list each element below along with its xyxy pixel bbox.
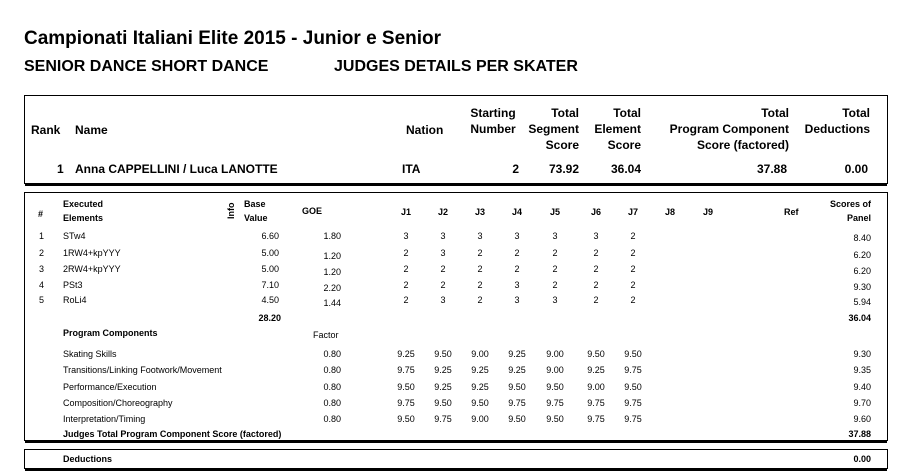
component-judge-score: 9.75 [587, 414, 605, 424]
judge-header-5: J5 [549, 207, 560, 217]
skater-total-segment-score: 73.92 [548, 162, 579, 176]
element-judge-score: 2 [630, 295, 636, 305]
element-judge-score: 3 [514, 280, 520, 290]
element-judge-score: 3 [552, 231, 558, 241]
factor-header: Factor [313, 330, 339, 340]
component-name: Performance/Execution [63, 382, 157, 392]
component-judge-score: 9.50 [624, 382, 642, 392]
element-judge-score: 3 [477, 231, 483, 241]
element-base-value: 7.10 [261, 280, 279, 290]
element-base-value: 4.50 [261, 295, 279, 305]
component-judge-score: 9.50 [508, 382, 526, 392]
element-name: PSt3 [63, 280, 83, 290]
element-judge-score: 2 [403, 264, 409, 274]
component-judge-score: 9.75 [546, 398, 564, 408]
deductions-value: 0.00 [853, 454, 871, 464]
element-judge-score: 3 [440, 248, 446, 258]
element-number: 1 [39, 231, 45, 241]
component-name: Transitions/Linking Footwork/Movement [63, 365, 222, 375]
element-number-header: # [38, 209, 44, 219]
component-panel-score: 9.70 [853, 398, 871, 408]
goe-header: GOE [302, 206, 323, 216]
component-factor: 0.80 [323, 349, 341, 359]
element-number: 5 [39, 295, 45, 305]
element-goe: 1.80 [323, 231, 341, 241]
component-judge-score: 9.25 [508, 365, 526, 375]
component-judge-score: 9.75 [624, 365, 642, 375]
component-judge-score: 9.50 [587, 349, 605, 359]
component-judge-score: 9.50 [546, 414, 564, 424]
component-judge-score: 9.00 [471, 349, 489, 359]
skater-total-deductions: 0.00 [844, 162, 868, 176]
element-goe: 1.20 [323, 267, 341, 277]
judge-header-3: J3 [474, 207, 485, 217]
skater-starting-number: 2 [512, 162, 519, 176]
element-judge-score: 2 [440, 280, 446, 290]
component-panel-score: 9.40 [853, 382, 871, 392]
total-element-score-header: Total Element Score [594, 106, 641, 152]
deductions-box [24, 449, 888, 469]
element-judge-score: 2 [552, 248, 558, 258]
total-segment-score-header: Total Segment Score [528, 106, 579, 152]
element-judge-score: 2 [403, 295, 409, 305]
component-judge-score: 9.50 [546, 382, 564, 392]
element-panel-score: 6.20 [853, 266, 871, 276]
element-base-value: 6.60 [261, 231, 279, 241]
elements-total-panel-score: 36.04 [848, 313, 871, 323]
component-panel-score: 9.30 [853, 349, 871, 359]
component-judge-score: 9.00 [587, 382, 605, 392]
component-judge-score: 9.00 [546, 365, 564, 375]
element-judge-score: 2 [403, 280, 409, 290]
element-judge-score: 3 [552, 295, 558, 305]
element-judge-score: 2 [593, 264, 599, 274]
component-factor: 0.80 [323, 382, 341, 392]
component-judge-score: 9.75 [434, 414, 452, 424]
deductions-label: Deductions [63, 454, 113, 464]
component-judge-score: 9.75 [508, 398, 526, 408]
component-panel-score: 9.35 [853, 365, 871, 375]
scores-of-panel-header: Scores of Panel [829, 199, 871, 223]
element-name: RoLi4 [63, 295, 87, 305]
element-panel-score: 5.94 [853, 297, 871, 307]
judge-header-9: J9 [702, 207, 713, 217]
element-name: 1RW4+kpYYY [63, 248, 121, 258]
element-judge-score: 2 [403, 248, 409, 258]
element-panel-score: 9.30 [853, 282, 871, 292]
element-goe: 2.20 [323, 283, 341, 293]
component-judge-score: 9.75 [397, 398, 415, 408]
element-judge-score: 3 [514, 295, 520, 305]
component-judge-score: 9.25 [434, 365, 452, 375]
component-judge-score: 9.50 [434, 349, 452, 359]
component-panel-score: 9.60 [853, 414, 871, 424]
elements-total-base-value: 28.20 [258, 313, 281, 323]
element-panel-score: 6.20 [853, 250, 871, 260]
ref-header: Ref [784, 207, 799, 217]
judge-header-4: J4 [511, 207, 522, 217]
element-number: 3 [39, 264, 45, 274]
page-title: Campionati Italiani Elite 2015 - Junior e Senior [24, 28, 442, 49]
element-judge-score: 3 [514, 231, 520, 241]
element-name: STw4 [63, 231, 86, 241]
rank-header: Rank [31, 123, 61, 137]
skater-summary-box [24, 95, 888, 184]
component-name: Interpretation/Timing [63, 414, 146, 424]
element-judge-score: 2 [630, 231, 636, 241]
info-header: Info [226, 202, 236, 219]
judge-header-2: J2 [437, 207, 448, 217]
element-judge-score: 2 [477, 264, 483, 274]
element-judge-score: 2 [593, 295, 599, 305]
component-factor: 0.80 [323, 414, 341, 424]
component-judge-score: 9.75 [587, 398, 605, 408]
component-judge-score: 9.75 [397, 365, 415, 375]
component-judge-score: 9.50 [434, 398, 452, 408]
component-factor: 0.80 [323, 365, 341, 375]
segment-title: SENIOR DANCE SHORT DANCE [24, 58, 269, 75]
component-judge-score: 9.25 [434, 382, 452, 392]
element-judge-score: 3 [440, 295, 446, 305]
component-judge-score: 9.25 [587, 365, 605, 375]
element-judge-score: 2 [440, 264, 446, 274]
element-judge-score: 2 [477, 248, 483, 258]
element-goe: 1.20 [323, 251, 341, 261]
name-header: Name [75, 123, 108, 137]
judge-header-8: J8 [664, 207, 675, 217]
component-judge-score: 9.25 [471, 382, 489, 392]
element-judge-score: 2 [477, 280, 483, 290]
skater-program-component-score: 37.88 [756, 162, 787, 176]
base-value-header: Base Value [244, 199, 268, 223]
starting-number-header: Starting Number [470, 106, 516, 136]
component-judge-score: 9.25 [471, 365, 489, 375]
component-judge-score: 9.25 [508, 349, 526, 359]
skater-total-element-score: 36.04 [610, 162, 641, 176]
component-name: Skating Skills [63, 349, 117, 359]
executed-elements-header: Executed Elements [63, 199, 104, 223]
element-number: 2 [39, 248, 45, 258]
element-judge-score: 2 [514, 264, 520, 274]
component-judge-score: 9.75 [624, 414, 642, 424]
element-judge-score: 2 [630, 264, 636, 274]
pcs-total-label: Judges Total Program Component Score (factored) [63, 429, 282, 439]
judges-details-box [24, 192, 888, 441]
component-judge-score: 9.50 [397, 414, 415, 424]
component-judge-score: 9.50 [471, 398, 489, 408]
total-deductions-header: Total Deductions [804, 106, 870, 136]
component-factor: 0.80 [323, 398, 341, 408]
element-name: 2RW4+kpYYY [63, 264, 121, 274]
component-judge-score: 9.50 [397, 382, 415, 392]
judge-header-7: J7 [627, 207, 638, 217]
skater-nation: ITA [402, 162, 421, 176]
component-name: Composition/Choreography [63, 398, 173, 408]
component-judge-score: 9.00 [471, 414, 489, 424]
component-judge-score: 9.25 [397, 349, 415, 359]
component-judge-score: 9.00 [546, 349, 564, 359]
component-judge-score: 9.50 [624, 349, 642, 359]
element-number: 4 [39, 280, 45, 290]
element-judge-score: 3 [440, 231, 446, 241]
element-judge-score: 2 [630, 248, 636, 258]
judge-header-1: J1 [400, 207, 411, 217]
pcs-total-value: 37.88 [848, 429, 871, 439]
report-title: JUDGES DETAILS PER SKATER [334, 58, 578, 75]
component-judge-score: 9.75 [624, 398, 642, 408]
judge-header-6: J6 [590, 207, 601, 217]
element-judge-score: 2 [593, 280, 599, 290]
element-judge-score: 2 [593, 248, 599, 258]
element-panel-score: 8.40 [853, 233, 871, 243]
element-judge-score: 3 [593, 231, 599, 241]
program-components-header: Program Components [63, 328, 158, 338]
element-judge-score: 2 [514, 248, 520, 258]
nation-header: Nation [406, 123, 444, 137]
element-judge-score: 2 [477, 295, 483, 305]
element-judge-score: 2 [552, 264, 558, 274]
total-program-component-header: Total Program Component Score (factored) [669, 106, 789, 152]
skater-name: Anna CAPPELLINI / Luca LANOTTE [75, 162, 278, 176]
element-base-value: 5.00 [261, 248, 279, 258]
element-judge-score: 2 [630, 280, 636, 290]
component-judge-score: 9.50 [508, 414, 526, 424]
skater-rank: 1 [57, 162, 64, 176]
element-goe: 1.44 [323, 298, 341, 308]
element-judge-score: 3 [403, 231, 409, 241]
element-judge-score: 2 [552, 280, 558, 290]
element-base-value: 5.00 [261, 264, 279, 274]
